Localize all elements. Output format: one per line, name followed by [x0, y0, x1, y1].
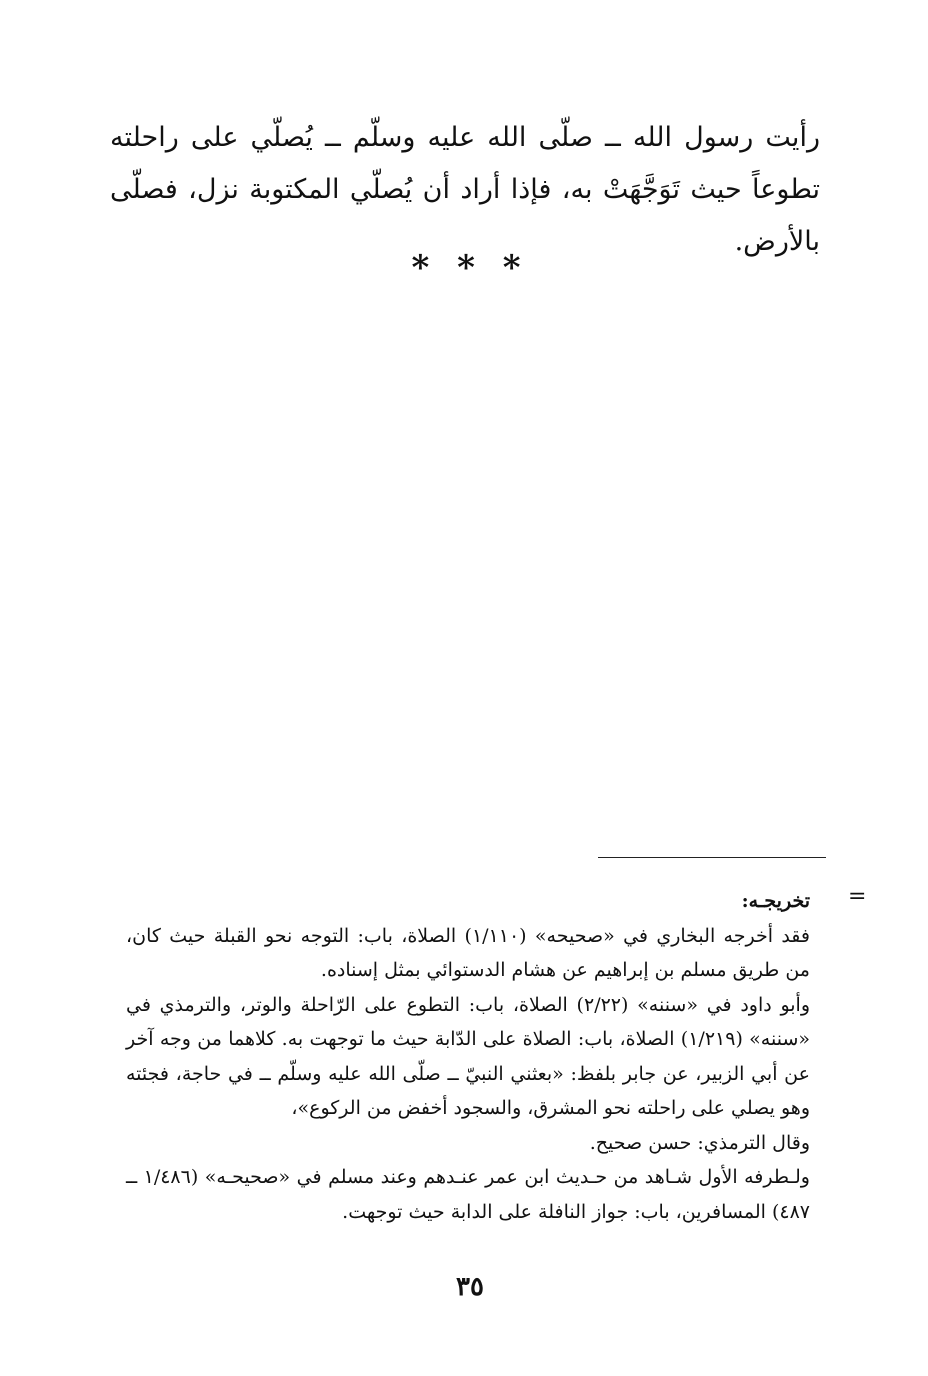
footnote-paragraph: وقال الترمذي: حسن صحيح. [589, 1131, 810, 1154]
footnote-block [126, 884, 810, 1229]
footnote-paragraph: ولـطرفه الأول شـاهد من حـديث ابن عمر عنـدهم وعند مسلم في «صحيحـه» (١/٤٨٦ ــ ٤٨٧) المسافرين، باب: جواز النافلة على الدابة حيث توجهت. [126, 1166, 810, 1223]
hadith-paragraph: رأيت رسول الله ــ صلّى الله عليه وسلّم ــ يُصلّي على راحلته تطوعاً حيث تَوَجَّهَتْ به، فإذا أراد أن يُصلّي المكتوبة نزل، فصلّى بالأرض. [110, 122, 820, 257]
main-text-block [110, 112, 820, 268]
page-number: ٣٥ [456, 1272, 484, 1302]
footnote-divider [598, 857, 826, 858]
footnote-paragraph: فقد أخرجه البخاري في «صحيحه» (١/١١٠) الصلاة، باب: التوجه نحو القبلة حيث كان، من طريق مسلم بن إبراهيم عن هشام الدستوائي بمثل إسناده. [126, 924, 810, 981]
section-separator: * * * [411, 248, 529, 288]
footnote-heading: تخريجـه: [741, 890, 810, 912]
footnote-continuation-mark: = [848, 884, 867, 909]
footnote-paragraph: وأبو داود في «سننه» (٢/٢٢) الصلاة، باب: التطوع على الرّاحلة والوتر، والترمذي في «سننه» (١/٢١٩) الصلاة، باب: الصلاة على الدّابة حيث ما توجهت به. كلاهما من وجه آخر عن أبي الزبير، عن جابر بلفظ: «بعثني النبيّ ــ صلّى الله عليه وسلّم ــ في حاجة، فجئته وهو يصلي على راحلته نحو المشرق، والسجود أخفض من الركوع»، [126, 993, 811, 1119]
